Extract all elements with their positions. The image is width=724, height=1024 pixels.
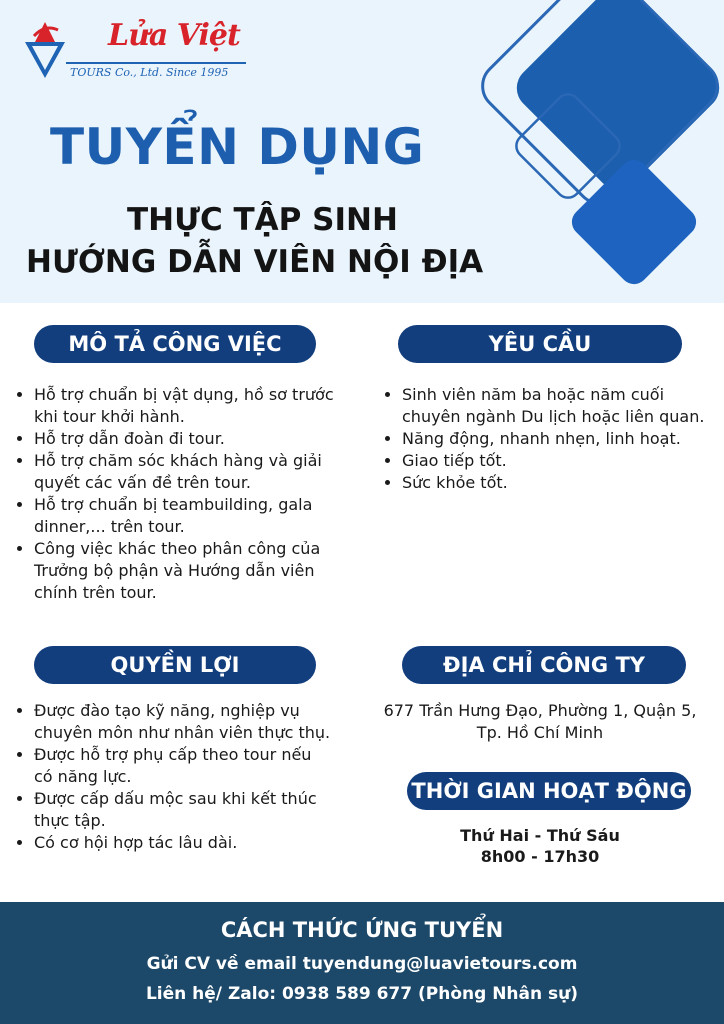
logo-emblem-icon [20,20,70,80]
position-title-line2: HƯỚNG DẪN VIÊN NỘI ĐỊA [26,244,484,280]
benefits-item-line: • Được đào tạo kỹ năng, nghiệp vụ [34,701,300,720]
position-title-line1: THỰC TẬP SINH [127,202,398,238]
hero-section [0,0,724,303]
job-description-item-line: chính trên tour. [34,583,157,602]
requirements-item [402,384,724,428]
job-description-item-line: khi tour khởi hành. [34,407,185,426]
job-description-item [34,450,374,494]
page-title: TUYỂN DỤNG [50,118,425,176]
apply-contact-line: Liên hệ/ Zalo: 0938 589 677 (Phòng Nhân sự) [145,984,579,1004]
job-description-heading: MÔ TẢ CÔNG VIỆC [34,325,316,363]
job-description-item-line: Trưởng bộ phận và Hướng dẫn viên [34,561,315,580]
job-description-item [34,384,374,428]
job-description-item-line: quyết các vấn đề trên tour. [34,473,252,492]
job-description-item-line: • Hỗ trợ chuẩn bị teambuilding, gala [34,495,313,514]
job-description-item-line: • Hỗ trợ dẫn đoàn đi tour. [34,429,225,448]
benefits-item-line: có năng lực. [34,767,132,786]
requirements-item-line: • Năng động, nhanh nhẹn, linh hoạt. [402,429,681,448]
benefits-item [34,700,374,744]
requirements-item-line: • Sinh viên năm ba hoặc năm cuối [402,385,665,404]
address-heading: ĐỊA CHỈ CÔNG TY [402,646,686,684]
company-logo [20,18,250,88]
job-description-item-line: dinner,... trên tour. [34,517,185,536]
logo-divider [66,62,246,64]
requirements-item [402,472,724,494]
requirements-list [380,384,724,494]
job-description-item-line: • Công việc khác theo phân công của [34,539,321,558]
requirements-item-line: • Giao tiếp tốt. [402,451,507,470]
apply-heading: CÁCH THỨC ỨNG TUYỂN [220,918,504,942]
benefits-item-line: • Được hỗ trợ phụ cấp theo tour nếu [34,745,312,764]
requirements-item-line: • Sức khỏe tốt. [402,473,508,492]
job-description-item [34,428,374,450]
requirements-item-line: chuyên ngành Du lịch hoặc liên quan. [402,407,705,426]
working-time: 8h00 - 17h30 [480,847,600,866]
apply-footer [0,902,724,1024]
job-description-item [34,538,374,604]
job-description-item-line: • Hỗ trợ chăm sóc khách hàng và giải [34,451,322,470]
benefits-item-line: chuyên môn như nhân viên thực thụ. [34,723,331,742]
benefits-item-line: • Được cấp dấu mộc sau khi kết thúc [34,789,317,808]
logo-brand-text: Lửa Việt [108,18,240,53]
working-days: Thứ Hai - Thứ Sáu [460,826,620,845]
apply-email-line: Gửi CV về email tuyendung@luavietours.com [146,954,578,974]
benefits-list [12,700,374,854]
address-line2: Tp. Hồ Chí Minh [476,723,604,742]
diamond-small-solid [566,154,702,290]
benefits-item-line: • Có cơ hội hợp tác lâu dài. [34,833,238,852]
requirements-heading: YÊU CẦU [398,325,682,363]
benefits-item [34,832,374,854]
job-description-item [34,494,374,538]
benefits-item [34,744,374,788]
benefits-heading: QUYỀN LỢI [34,646,316,684]
hours-heading: THỜI GIAN HOẠT ĐỘNG [407,772,691,810]
working-hours [370,825,710,867]
benefits-item [34,788,374,832]
benefits-item-line: thực tập. [34,811,106,830]
requirements-item [402,428,724,450]
requirements-item [402,450,724,472]
logo-subtitle: TOURS Co., Ltd. Since 1995 [70,66,229,79]
company-address [370,700,710,744]
job-description-item-line: • Hỗ trợ chuẩn bị vật dụng, hồ sơ trước [34,385,334,404]
address-line1: 677 Trần Hưng Đạo, Phường 1, Quận 5, [383,701,697,720]
diamond-large-solid [508,0,724,198]
job-description-list [12,384,374,604]
